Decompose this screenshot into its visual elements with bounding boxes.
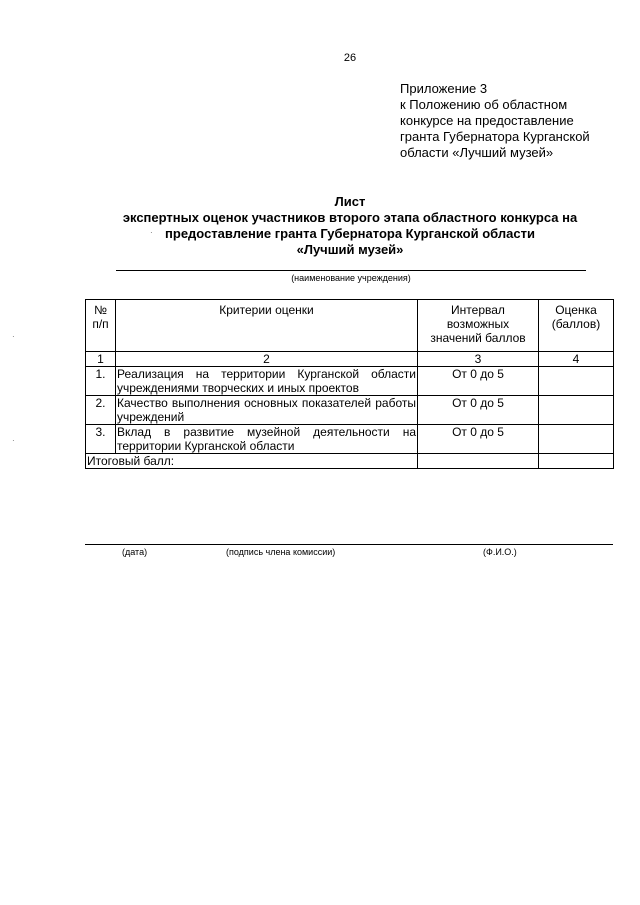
interval-cell: От 0 до 5 — [418, 396, 539, 425]
score-cell[interactable] — [539, 396, 614, 425]
header-num — [86, 300, 116, 352]
appendix-line: области «Лучший музей» — [400, 145, 554, 160]
title-line: предоставление гранта Губернатора Курганской области — [165, 226, 535, 241]
table-row — [86, 367, 614, 396]
header-interval-line: значений баллов — [430, 331, 526, 345]
column-number: 3 — [418, 352, 539, 367]
column-number: 2 — [116, 352, 418, 367]
column-number: 4 — [539, 352, 614, 367]
header-score-line: Оценка — [555, 303, 597, 317]
date-caption: (дата) — [122, 547, 148, 557]
interval-cell: От 0 до 5 — [418, 367, 539, 396]
total-label: Итоговый балл: — [86, 454, 418, 469]
criteria-cell: Качество выполнения основных показателей работы учреждений — [117, 396, 416, 424]
header-criteria: Критерии оценки — [116, 300, 418, 352]
table-header-row — [86, 300, 614, 352]
table-row — [86, 396, 614, 425]
criteria-cell: Вклад в развитие музейной деятельности на территории Курганской области — [117, 425, 416, 453]
evaluation-table — [85, 299, 614, 469]
header-num-line: № — [94, 303, 107, 317]
full-name-caption: (Ф.И.О.) — [483, 547, 517, 557]
appendix-block — [400, 81, 590, 161]
appendix-line: к Положению об областном — [400, 97, 568, 112]
criteria-cell: Реализация на территории Курганской области учреждениями творческих и иных проектов — [117, 367, 416, 395]
header-num-line: п/п — [92, 317, 109, 331]
total-empty-cell — [418, 454, 539, 469]
appendix-line: Приложение 3 — [400, 81, 488, 96]
document-title — [60, 194, 640, 258]
title-line: «Лучший музей» — [296, 242, 404, 257]
header-interval-line: Интервал — [451, 303, 505, 317]
margin-mark: · — [12, 436, 15, 445]
header-interval-line: возможных — [446, 317, 510, 331]
margin-mark: · — [12, 332, 15, 341]
row-number: 3. — [86, 425, 116, 454]
institution-name-line[interactable] — [116, 270, 586, 271]
title-line: экспертных оценок участников второго этапа областного конкурса на — [122, 210, 578, 225]
appendix-line: гранта Губернатора Курганской — [400, 129, 590, 144]
signature-line[interactable] — [85, 544, 613, 545]
total-score-cell[interactable] — [539, 454, 614, 469]
appendix-line: конкурсе на предоставление — [400, 113, 574, 128]
page-number: 26 — [343, 52, 357, 64]
column-number: 1 — [86, 352, 116, 367]
table-row — [86, 425, 614, 454]
total-row — [86, 454, 614, 469]
score-cell[interactable] — [539, 425, 614, 454]
row-number: 1. — [86, 367, 116, 396]
interval-cell: От 0 до 5 — [418, 425, 539, 454]
header-score-line: (баллов) — [551, 317, 601, 331]
institution-caption: (наименование учреждения) — [291, 273, 411, 283]
signature-caption: (подпись члена комиссии) — [226, 547, 336, 557]
row-number: 2. — [86, 396, 116, 425]
title-line: Лист — [334, 194, 366, 209]
header-interval — [418, 300, 539, 352]
column-number-row — [86, 352, 614, 367]
header-score — [539, 300, 614, 352]
score-cell[interactable] — [539, 367, 614, 396]
margin-mark: · — [150, 228, 153, 237]
